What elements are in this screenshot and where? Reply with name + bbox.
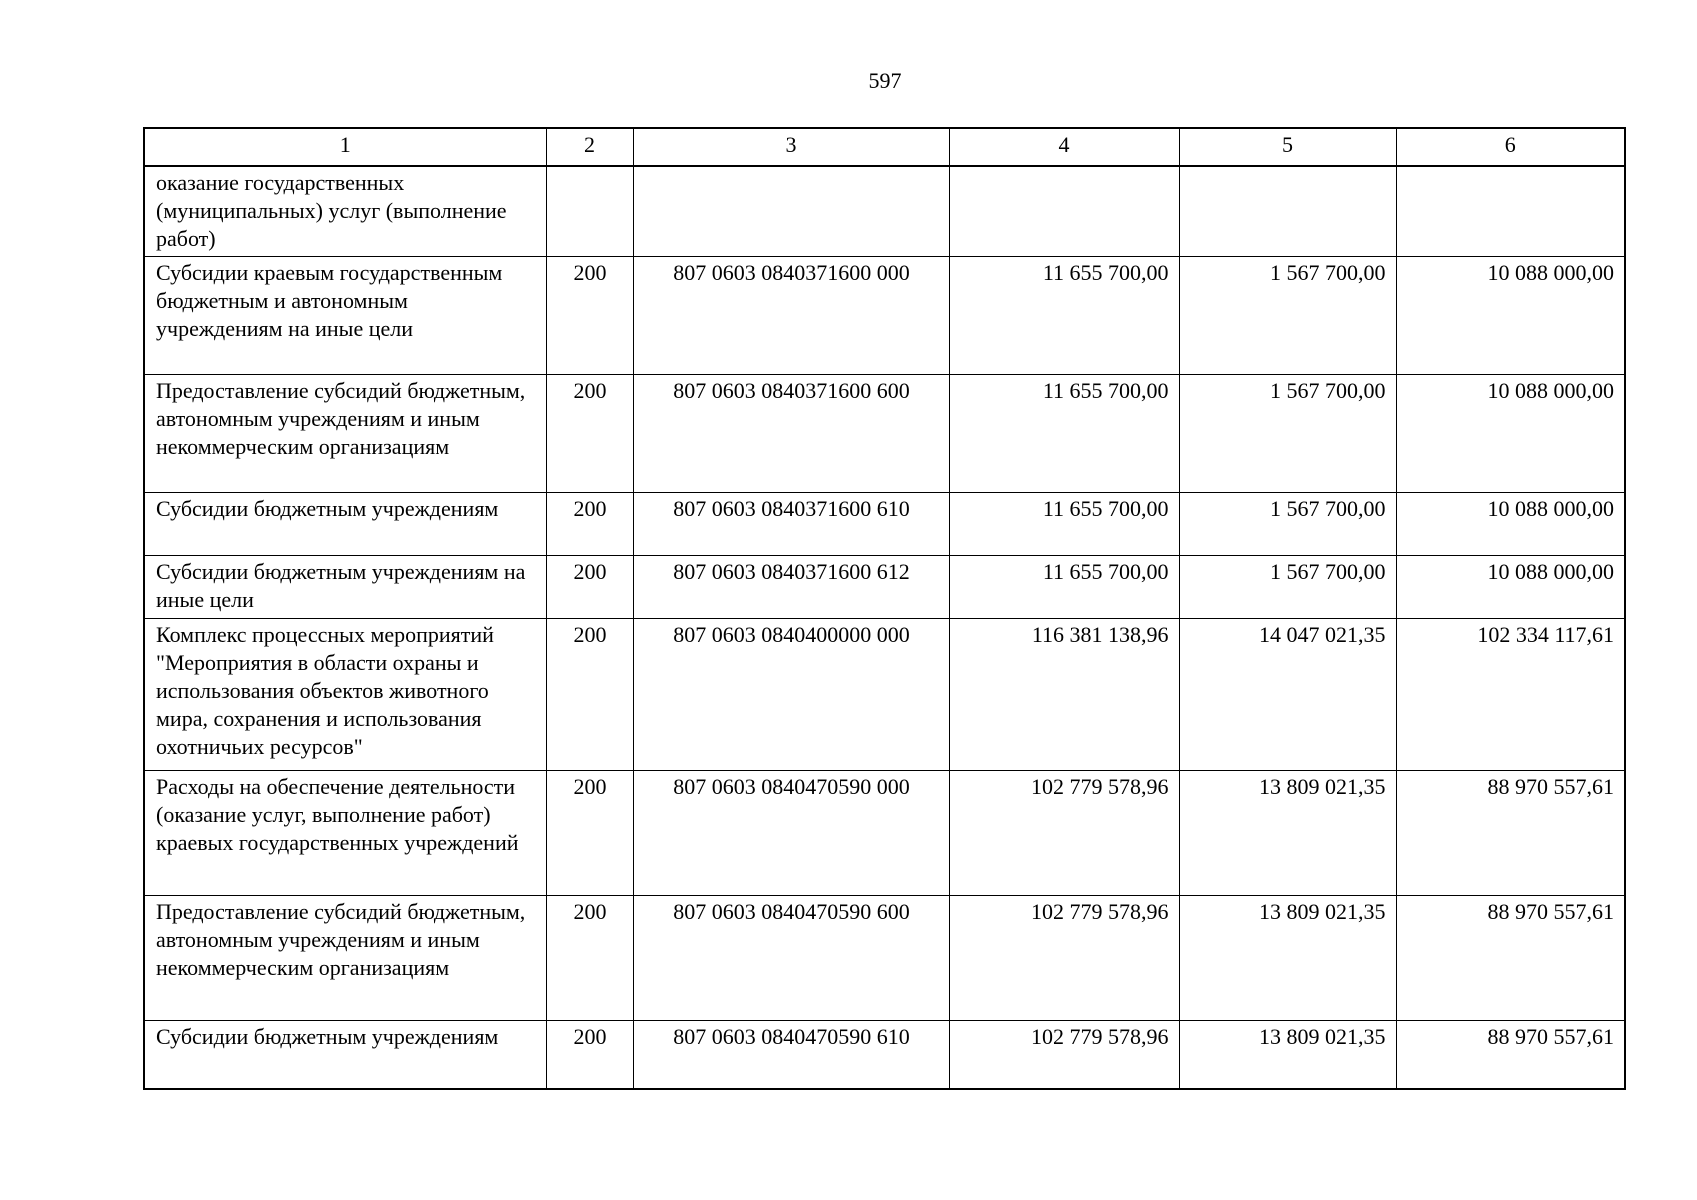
- row-classification: 807 0603 0840371600 600: [633, 375, 949, 493]
- table-row: [144, 375, 1625, 493]
- row-amount-total: 102 779 578,96: [949, 896, 1179, 1021]
- row-classification: 807 0603 0840371600 610: [633, 493, 949, 556]
- table-row: [144, 1021, 1625, 1089]
- row-amount-total: 11 655 700,00: [949, 556, 1179, 619]
- row-amount-remaining: 10 088 000,00: [1396, 493, 1625, 556]
- row-description: Субсидии краевым государственным бюджетным и автономным учреждениям на иные цели: [144, 257, 546, 375]
- row-code: 200: [546, 493, 633, 556]
- row-amount-spent: 1 567 700,00: [1179, 375, 1396, 493]
- row-amount-spent: 13 809 021,35: [1179, 1021, 1396, 1089]
- row-classification: [633, 166, 949, 257]
- row-description: оказание государственных (муниципальных) услуг (выполнение работ): [144, 166, 546, 257]
- row-amount-spent: 1 567 700,00: [1179, 257, 1396, 375]
- row-amount-remaining: 102 334 117,61: [1396, 619, 1625, 771]
- budget-table: [143, 127, 1626, 1090]
- table-row: [144, 257, 1625, 375]
- row-description: Предоставление субсидий бюджетным, автономным учреждениям и иным некоммерческим организациям: [144, 375, 546, 493]
- table-row: [144, 771, 1625, 896]
- row-amount-spent: 13 809 021,35: [1179, 771, 1396, 896]
- table-row: [144, 493, 1625, 556]
- row-description: Субсидии бюджетным учреждениям: [144, 493, 546, 556]
- column-header-4: 4: [949, 128, 1179, 166]
- row-amount-remaining: 88 970 557,61: [1396, 1021, 1625, 1089]
- row-code: 200: [546, 257, 633, 375]
- row-amount-spent: [1179, 166, 1396, 257]
- column-header-2: 2: [546, 128, 633, 166]
- table-row: [144, 556, 1625, 619]
- table-row: [144, 166, 1625, 257]
- row-code: 200: [546, 771, 633, 896]
- row-amount-spent: 1 567 700,00: [1179, 556, 1396, 619]
- row-classification: 807 0603 0840470590 000: [633, 771, 949, 896]
- table-header-row: [144, 128, 1625, 166]
- row-amount-total: [949, 166, 1179, 257]
- row-amount-total: 116 381 138,96: [949, 619, 1179, 771]
- row-amount-remaining: 88 970 557,61: [1396, 896, 1625, 1021]
- row-amount-spent: 14 047 021,35: [1179, 619, 1396, 771]
- column-header-3: 3: [633, 128, 949, 166]
- row-description: Субсидии бюджетным учреждениям: [144, 1021, 546, 1089]
- row-description: Комплекс процессных мероприятий "Мероприятия в области охраны и использования объектов животного мира, сохранения и использования охотничьих ресурсов": [144, 619, 546, 771]
- row-amount-remaining: 10 088 000,00: [1396, 375, 1625, 493]
- row-amount-total: 102 779 578,96: [949, 1021, 1179, 1089]
- row-amount-remaining: [1396, 166, 1625, 257]
- row-amount-total: 11 655 700,00: [949, 493, 1179, 556]
- row-description: Предоставление субсидий бюджетным, автономным учреждениям и иным некоммерческим организациям: [144, 896, 546, 1021]
- row-code: 200: [546, 619, 633, 771]
- row-code: [546, 166, 633, 257]
- row-amount-total: 11 655 700,00: [949, 257, 1179, 375]
- table-row: [144, 619, 1625, 771]
- column-header-1: 1: [144, 128, 546, 166]
- column-header-6: 6: [1396, 128, 1625, 166]
- row-classification: 807 0603 0840371600 000: [633, 257, 949, 375]
- row-amount-remaining: 88 970 557,61: [1396, 771, 1625, 896]
- row-code: 200: [546, 1021, 633, 1089]
- row-amount-remaining: 10 088 000,00: [1396, 257, 1625, 375]
- column-header-5: 5: [1179, 128, 1396, 166]
- row-classification: 807 0603 0840371600 612: [633, 556, 949, 619]
- row-description: Субсидии бюджетным учреждениям на иные цели: [144, 556, 546, 619]
- row-amount-remaining: 10 088 000,00: [1396, 556, 1625, 619]
- row-code: 200: [546, 556, 633, 619]
- row-code: 200: [546, 375, 633, 493]
- row-classification: 807 0603 0840400000 000: [633, 619, 949, 771]
- row-classification: 807 0603 0840470590 600: [633, 896, 949, 1021]
- row-amount-total: 102 779 578,96: [949, 771, 1179, 896]
- page-number: 597: [868, 68, 902, 93]
- row-amount-spent: 13 809 021,35: [1179, 896, 1396, 1021]
- row-code: 200: [546, 896, 633, 1021]
- row-classification: 807 0603 0840470590 610: [633, 1021, 949, 1089]
- row-amount-spent: 1 567 700,00: [1179, 493, 1396, 556]
- row-amount-total: 11 655 700,00: [949, 375, 1179, 493]
- row-description: Расходы на обеспечение деятельности (оказание услуг, выполнение работ) краевых государственных учреждений: [144, 771, 546, 896]
- table-row: [144, 896, 1625, 1021]
